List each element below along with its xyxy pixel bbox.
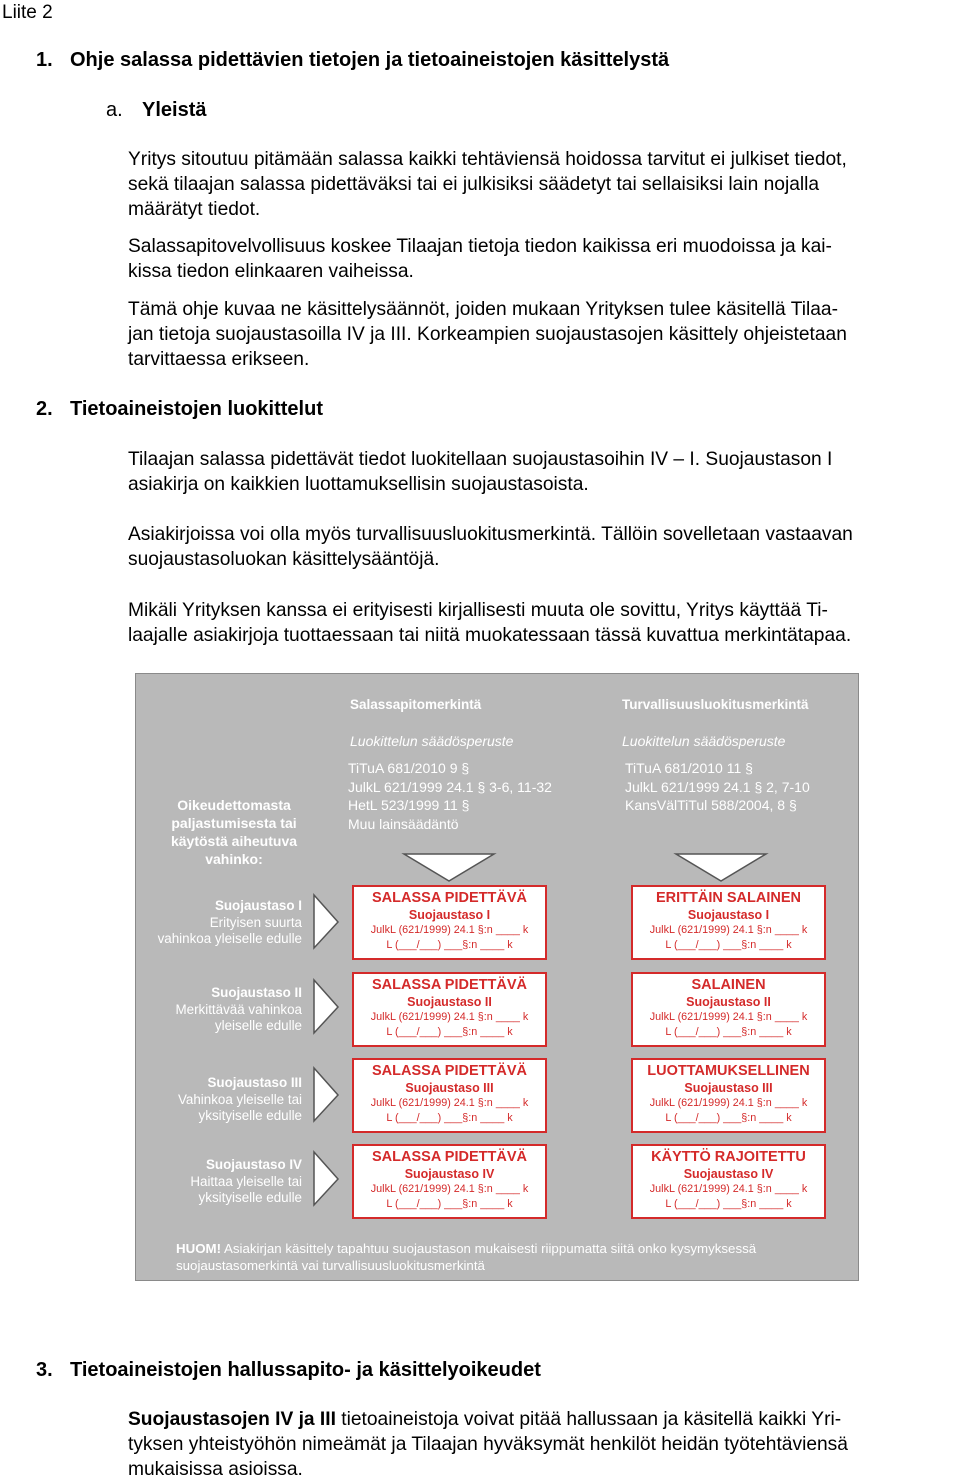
stamp-line: L (___/___) ___§:n ____ k — [386, 1026, 513, 1038]
stamp-level: Suojaustaso I — [687, 908, 770, 922]
note-text: Asiakirjan käsittely tapahtuu suojaustason mukaisesti riippumatta siitä onko kysymyksessä — [221, 1241, 757, 1256]
stamp-left — [352, 1058, 547, 1133]
section-3-number: 3. — [36, 1359, 53, 1381]
arrow-right-icon — [314, 895, 340, 949]
text-line: käytöstä aiheutuva — [170, 833, 298, 849]
stamp-right — [631, 1058, 826, 1133]
text-line: määrätyt tiedot. — [128, 199, 261, 220]
stamp-line: JulkL (621/1999) 24.1 §:n ____ k — [370, 1011, 529, 1023]
stamp-line: JulkL (621/1999) 24.1 §:n ____ k — [649, 1183, 808, 1195]
figure-note — [176, 1240, 856, 1274]
col-left-heading: Salassapitomerkintä — [350, 697, 482, 712]
section-2-para-1 — [128, 447, 958, 497]
stamp-line: L (___/___) ___§:n ____ k — [386, 1198, 513, 1210]
section-2-title: Tietoaineistojen luokittelut — [70, 398, 323, 420]
section-1-para-1 — [128, 147, 958, 222]
col-right-laws — [625, 759, 810, 815]
stamp-title: SALAINEN — [691, 977, 766, 993]
text-line: kissa tiedon elinkaaren vaiheissa. — [128, 261, 414, 282]
text-line: tyksen yhteistyöhön nimeämät ja Tilaajan hyväksymät henkilöt heidän työtehtäviensä — [128, 1434, 848, 1455]
para-bold: Suojaustasojen IV ja III — [128, 1409, 336, 1430]
note-line-2: suojaustasomerkintä vai turvallisuusluokitusmerkintä — [176, 1258, 485, 1273]
law-line: JulkL 621/1999 24.1 § 2, 7-10 — [625, 778, 810, 795]
stamp-line: JulkL (621/1999) 24.1 §:n ____ k — [649, 1097, 808, 1109]
level-desc: Haittaa yleiselle tai — [190, 1173, 302, 1189]
law-line: HetL 523/1999 11 § — [348, 797, 470, 813]
level-name: Suojaustaso II — [211, 985, 302, 1000]
stamp-right — [631, 885, 826, 960]
text-line: laajalle asiakirjoja tuottaessaan tai niitä muokatessaan tässä kuvattua merkintätapaa. — [128, 625, 852, 646]
text-line: Yritys sitoutuu pitämään salassa kaikki tehtäviensä hoidossa tarvitut ei julkiset tiedot, — [128, 149, 847, 170]
stamp-title: SALASSA PIDETTÄVÄ — [372, 1149, 527, 1165]
stamp-level: Suojaustaso I — [408, 908, 491, 922]
level-desc: Erityisen suurta — [209, 914, 302, 930]
text-line: Oikeudettomasta — [177, 797, 291, 813]
classification-figure — [135, 673, 859, 1281]
stamp-line: L (___/___) ___§:n ____ k — [665, 1112, 792, 1124]
level-desc: yksityiselle edulle — [198, 1108, 302, 1123]
section-2-para-2 — [128, 522, 958, 572]
section-3-title: Tietoaineistojen hallussapito- ja käsittelyoikeudet — [70, 1359, 541, 1381]
section-1-heading — [36, 49, 669, 72]
stamp-level: Suojaustaso III — [684, 1081, 773, 1095]
stamp-line: L (___/___) ___§:n ____ k — [665, 939, 792, 951]
level-name: Suojaustaso IV — [206, 1157, 302, 1172]
text-line: mukaisissa asioissa. — [128, 1459, 303, 1480]
col-left-laws — [348, 759, 552, 833]
law-line: JulkL 621/1999 24.1 § 3-6, 11-32 — [348, 778, 552, 795]
stamp-title: SALASSA PIDETTÄVÄ — [372, 890, 527, 906]
level-desc: Vahinkoa yleiselle tai — [177, 1091, 302, 1107]
col-right-basis: Luokittelun säädösperuste — [622, 733, 786, 749]
stamp-level: Suojaustaso II — [407, 995, 492, 1009]
stamp-right — [631, 1144, 826, 1219]
arrow-right-icon — [314, 1152, 340, 1206]
section-1a-title: Yleistä — [142, 99, 207, 121]
section-1-para-2 — [128, 234, 958, 284]
stamp-line: JulkL (621/1999) 24.1 §:n ____ k — [649, 1011, 808, 1023]
level-desc: yleiselle edulle — [214, 1018, 302, 1033]
law-line: KansVälTiTul 588/2004, 8 § — [625, 797, 797, 813]
arrow-right-icon — [314, 980, 340, 1034]
section-1a-heading — [106, 99, 206, 122]
stamp-left — [352, 885, 547, 960]
section-3-heading — [36, 1359, 541, 1382]
stamp-level: Suojaustaso IV — [404, 1167, 495, 1181]
stamp-line: JulkL (621/1999) 24.1 §:n ____ k — [370, 1097, 529, 1109]
stamp-line: JulkL (621/1999) 24.1 §:n ____ k — [649, 924, 808, 936]
section-3-para-1 — [128, 1407, 958, 1482]
section-1-number: 1. — [36, 49, 53, 71]
text-line: vahinko: — [205, 851, 263, 867]
law-line: TiTuA 681/2010 11 § — [625, 760, 753, 776]
text-line: paljastumisesta tai — [171, 815, 297, 831]
stamp-level: Suojaustaso IV — [683, 1167, 774, 1181]
level-desc: yksityiselle edulle — [198, 1190, 302, 1205]
arrow-down-icon — [676, 854, 766, 882]
note-bold: HUOM! — [176, 1241, 222, 1256]
text-line: Tilaajan salassa pidettävät tiedot luokitellaan suojaustasoihin IV – I. Suojaustason I — [128, 449, 833, 470]
col-right-heading: Turvallisuusluokitusmerkintä — [622, 697, 809, 712]
law-line: Muu lainsäädäntö — [348, 815, 459, 832]
arrow-right-icon — [314, 1068, 340, 1122]
text-line: asiakirja on kaikkien luottamuksellisin suojaustasoista. — [128, 474, 589, 495]
level-desc: vahinkoa yleiselle edulle — [157, 931, 302, 946]
stamp-left — [352, 972, 547, 1047]
section-1a-number: a. — [106, 99, 123, 121]
section-2-heading — [36, 398, 323, 421]
level-label — [146, 985, 302, 1035]
level-desc: Merkittävää vahinkoa — [175, 1001, 302, 1017]
col-left-basis: Luokittelun säädösperuste — [350, 733, 514, 749]
text-line: sekä tilaajan salassa pidettäväksi tai ei julkisiksi säädetyt tai sellaisiksi lain nojalla — [128, 174, 820, 195]
section-1-para-3 — [128, 297, 958, 372]
level-label — [146, 1075, 302, 1125]
text-line: jan tietoja suojaustasoilla IV ja III. Korkeampien suojaustasojen käsittely ohjeistetaan — [128, 324, 847, 345]
section-2-number: 2. — [36, 398, 53, 420]
stamp-line: JulkL (621/1999) 24.1 §:n ____ k — [370, 1183, 529, 1195]
text-line: Asiakirjoissa voi olla myös turvallisuusluokitusmerkintä. Tällöin sovelletaan vastaavan — [128, 524, 853, 545]
stamp-right — [631, 972, 826, 1047]
stamp-title: SALASSA PIDETTÄVÄ — [372, 977, 527, 993]
stamp-level: Suojaustaso II — [686, 995, 771, 1009]
stamp-line: L (___/___) ___§:n ____ k — [665, 1026, 792, 1038]
law-line: TiTuA 681/2010 9 § — [348, 760, 470, 776]
stamp-title: KÄYTTÖ RAJOITETTU — [651, 1149, 806, 1165]
arrow-down-icon — [404, 854, 494, 882]
stamp-line: L (___/___) ___§:n ____ k — [386, 939, 513, 951]
stamp-level: Suojaustaso III — [405, 1081, 494, 1095]
stamp-title: LUOTTAMUKSELLINEN — [647, 1063, 810, 1079]
stamp-left — [352, 1144, 547, 1219]
text-line: Mikäli Yrityksen kanssa ei erityisesti kirjallisesti muuta ole sovittu, Yritys käyttää Ti- — [128, 600, 828, 621]
section-2-para-3 — [128, 598, 958, 648]
note-line-1 — [176, 1240, 856, 1257]
text-line: tarvittaessa erikseen. — [128, 349, 310, 370]
text-line: Salassapitovelvollisuus koskee Tilaajan tietoja tiedon kaikissa eri muodoissa ja kai- — [128, 236, 832, 257]
stamp-line: L (___/___) ___§:n ____ k — [386, 1112, 513, 1124]
text-line: Tämä ohje kuvaa ne käsittelysäännöt, joiden mukaan Yrityksen tulee käsitellä Tilaa- — [128, 299, 838, 320]
section-1-title: Ohje salassa pidettävien tietojen ja tietoaineistojen käsittelystä — [70, 49, 670, 71]
stamp-title: SALASSA PIDETTÄVÄ — [372, 1063, 527, 1079]
stamp-line: L (___/___) ___§:n ____ k — [665, 1198, 792, 1210]
text-line: suojaustasoluokan käsittelysääntöjä. — [128, 549, 440, 570]
para-rest: tietoaineistoja voivat pitää hallussaan ja käsitellä kaikki Yri- — [335, 1409, 842, 1430]
stamp-line: JulkL (621/1999) 24.1 §:n ____ k — [370, 924, 529, 936]
level-name: Suojaustaso III — [207, 1075, 302, 1090]
level-label — [146, 1157, 302, 1207]
level-name: Suojaustaso I — [214, 898, 302, 913]
text-line — [128, 1407, 958, 1432]
stamp-title: ERITTÄIN SALAINEN — [656, 890, 801, 906]
level-label — [146, 898, 302, 948]
appendix-label: Liite 2 — [2, 2, 53, 23]
harm-label — [154, 796, 314, 868]
